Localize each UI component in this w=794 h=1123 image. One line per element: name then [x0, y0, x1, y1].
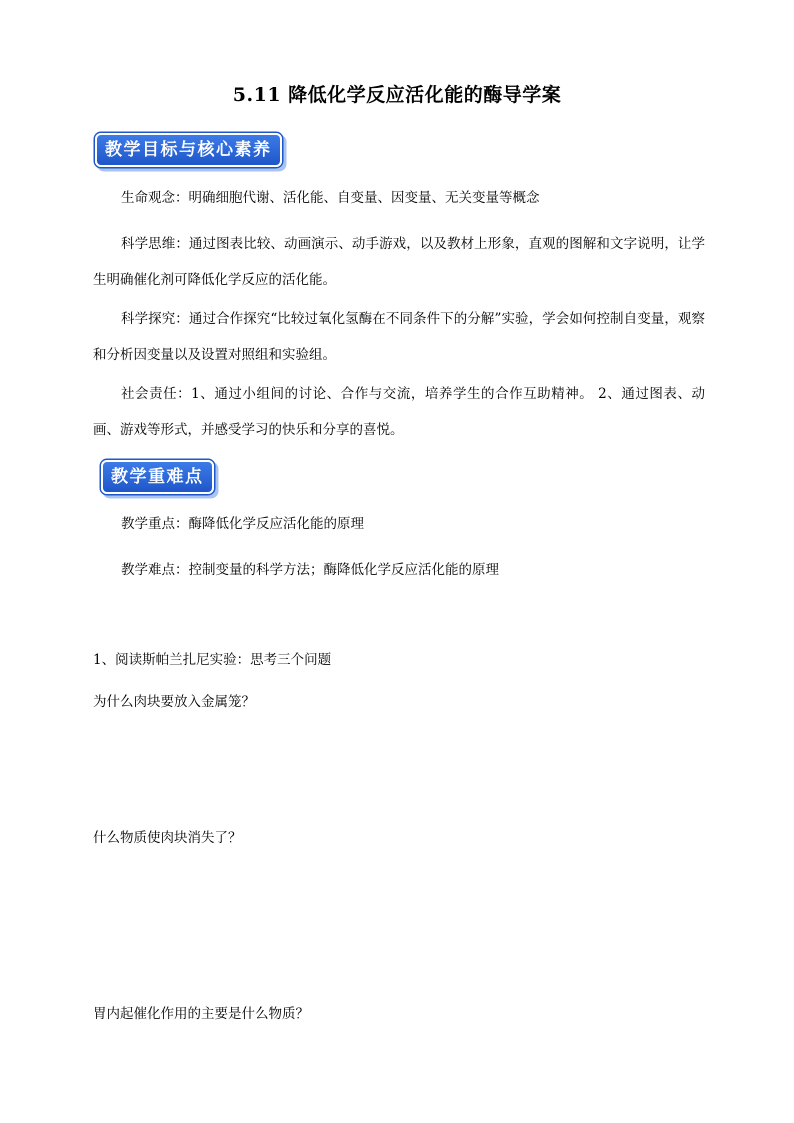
key-point-focus: 教学重点：酶降低化学反应活化能的原理 [121, 516, 364, 532]
section-heading-key-points: 教学重难点 [101, 460, 214, 494]
key-point-difficulty: 教学难点：控制变量的科学方法；酶降低化学反应活化能的原理 [121, 562, 499, 578]
objective-scientific-inquiry: 科学探究：通过合作探究“比较过氧化氢酶在不同条件下的分解”实验，学会如何控制自变量，观察和分析因变量以及设置对照组和实验组。 [93, 311, 705, 363]
objective-scientific-thinking: 科学思维：通过图表比较、动画演示、动手游戏，以及教材上形象，直观的图解和文字说明，让学生明确催化剂可降低化学反应的活化能。 [93, 236, 705, 288]
objective-life-concept: 生命观念：明确细胞代谢、活化能、自变量、因变量、无关变量等概念 [121, 190, 540, 206]
question-item: 胃内起催化作用的主要是什么物质？ [93, 1006, 309, 1022]
question-item: 什么物质使肉块消失了？ [93, 830, 242, 846]
activity-intro: 1、阅读斯帕兰扎尼实验：思考三个问题 [93, 652, 332, 668]
objective-social-responsibility: 社会责任：1、通过小组间的讨论、合作与交流，培养学生的合作互助精神。 2、通过图表、动画、游戏等形式，并感受学习的快乐和分享的喜悦。 [93, 386, 705, 438]
document-title: 5.11 降低化学反应活化能的酶导学案 [232, 84, 562, 106]
section-heading-objectives: 教学目标与核心素养 [95, 133, 282, 167]
question-item: 为什么肉块要放入金属笼？ [93, 694, 255, 710]
